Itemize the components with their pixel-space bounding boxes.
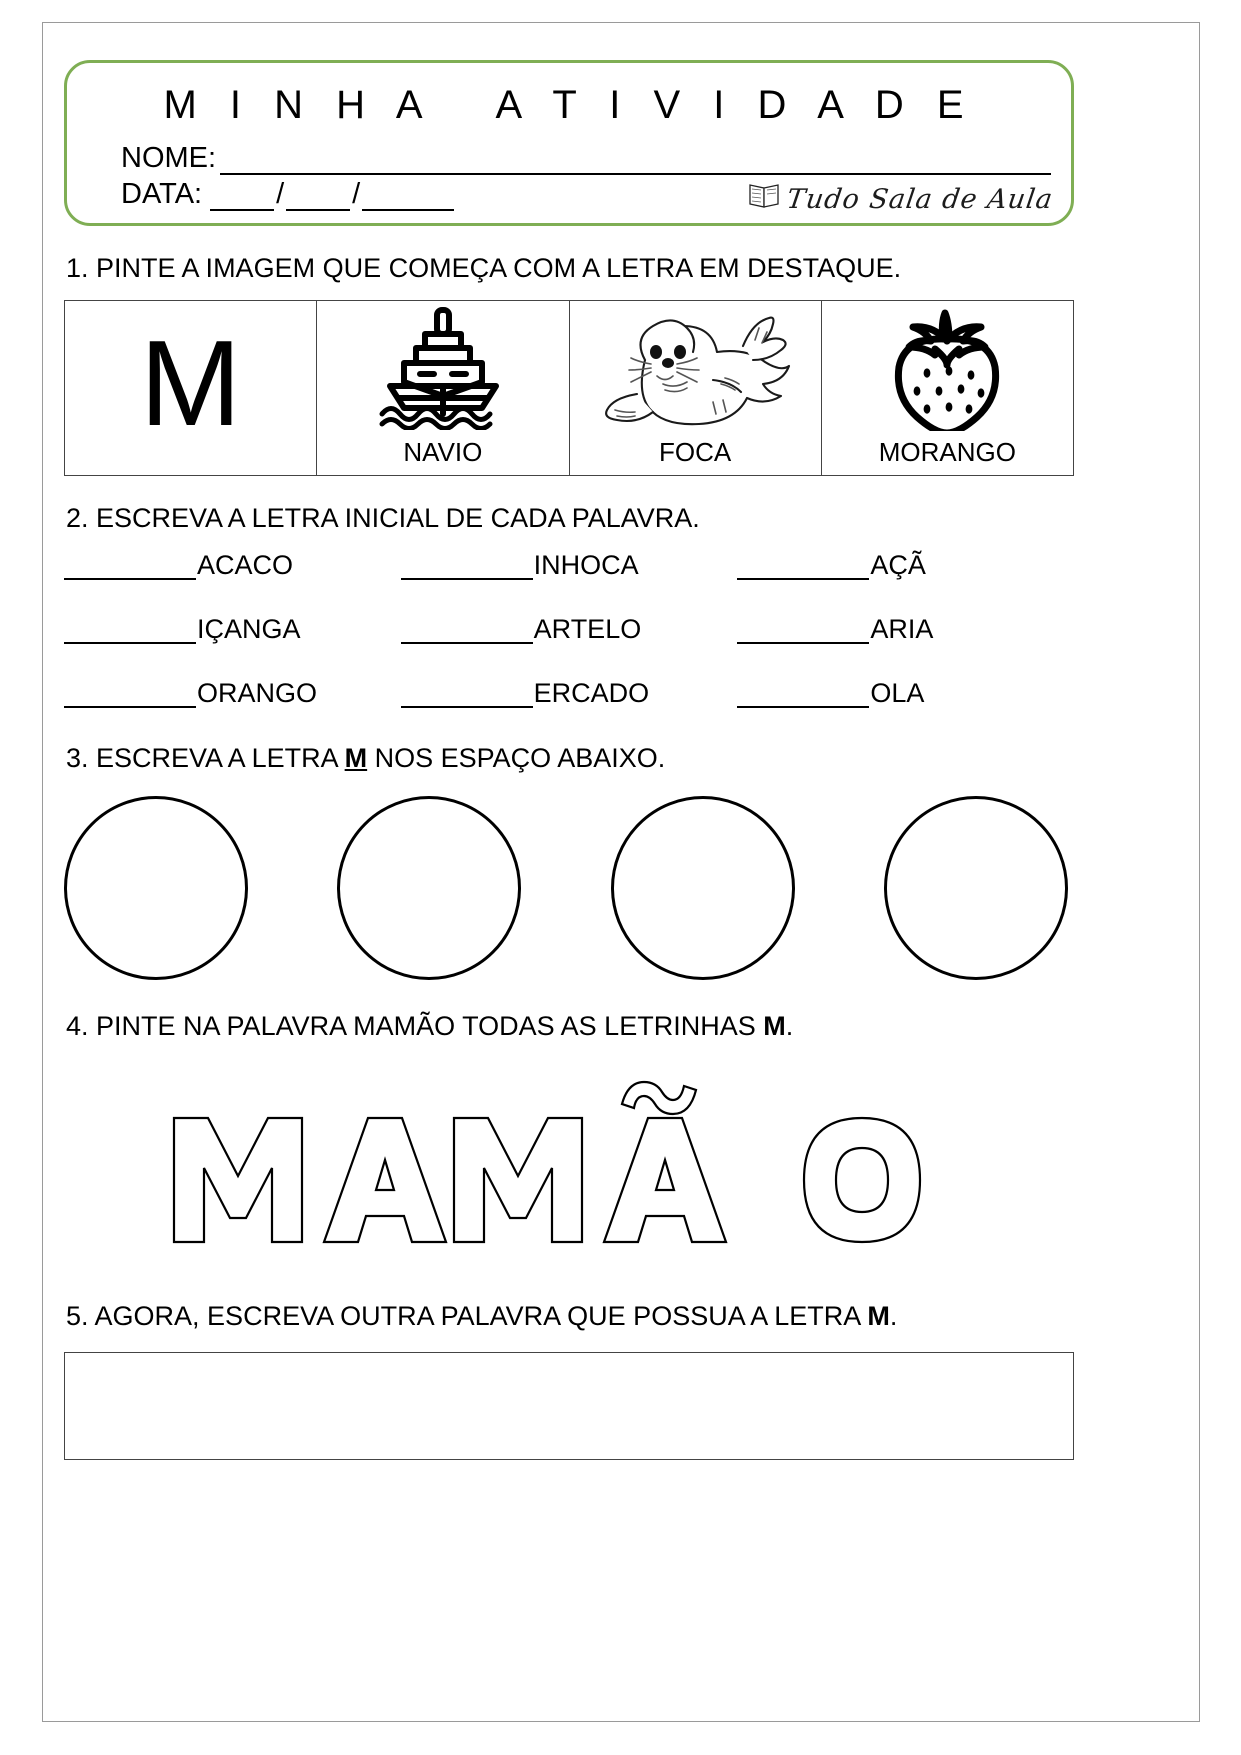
word-blank-input[interactable] — [737, 620, 869, 644]
question-3-prefix: 3. ESCREVA A LETRA — [66, 743, 345, 773]
question-4-suffix: . — [785, 1011, 794, 1041]
highlight-letter: M — [139, 315, 242, 451]
word-text: INHOCA — [533, 550, 639, 580]
word-blank-input[interactable] — [401, 556, 533, 580]
question-1-text: 1. PINTE A IMAGEM QUE COMEÇA COM A LETRA EM DESTAQUE. — [66, 253, 902, 283]
word-blank-input[interactable] — [401, 684, 533, 708]
picture-cell-letter[interactable] — [65, 301, 316, 475]
word-exercise-grid — [64, 550, 1074, 708]
answer-circle[interactable] — [884, 796, 1068, 980]
word-item — [401, 550, 738, 580]
date-separator-2: / — [352, 178, 361, 210]
header-box — [64, 60, 1074, 226]
brand-logo — [747, 180, 1056, 215]
word-item — [64, 550, 401, 580]
question-4-prefix: 4. PINTE NA PALAVRA MAMÃO TODAS AS LETRINHAS — [66, 1011, 764, 1041]
word-item — [64, 678, 401, 708]
name-field-row — [121, 141, 1051, 175]
name-label: NOME: — [121, 142, 217, 174]
question-3-text — [66, 742, 1074, 774]
word-row — [64, 550, 1074, 580]
word-blank-input[interactable] — [737, 684, 869, 708]
question-5-letter: M — [867, 1301, 890, 1331]
word-item — [401, 614, 738, 644]
word-text: ORANGO — [197, 678, 318, 708]
word-row — [64, 678, 1074, 708]
question-3-suffix: NOS ESPAÇO ABAIXO. — [367, 743, 666, 773]
word-text: ERCADO — [533, 678, 650, 708]
date-year-input[interactable] — [362, 187, 454, 211]
circle-row — [64, 796, 1074, 980]
picture-cell-morango[interactable] — [821, 301, 1073, 475]
ship-art — [317, 301, 568, 437]
picture-cell-navio[interactable] — [316, 301, 568, 475]
word-blank-input[interactable] — [64, 556, 196, 580]
outline-word-mamao — [154, 1060, 984, 1260]
page-title: M I N H A A T I V I D A D E — [163, 83, 975, 127]
question-4-text — [66, 1010, 1074, 1042]
date-separator-1: / — [276, 178, 285, 210]
word-item — [737, 678, 1074, 708]
word-blank-input[interactable] — [64, 620, 196, 644]
question-2-text: 2. ESCREVA A LETRA INICIAL DE CADA PALAVRA. — [66, 503, 700, 533]
strawberry-icon — [881, 303, 1013, 436]
picture-label-morango: MORANGO — [878, 437, 1016, 467]
outline-word[interactable] — [64, 1060, 1074, 1260]
question-4-letter: M — [763, 1011, 786, 1041]
picture-label-foca: FOCA — [659, 437, 732, 467]
worksheet-content — [64, 60, 1074, 1460]
picture-table — [64, 300, 1074, 476]
name-input-line[interactable] — [220, 151, 1051, 175]
word-text: AÇÃ — [870, 550, 926, 580]
word-text: IÇANGA — [197, 614, 301, 644]
word-blank-input[interactable] — [401, 620, 533, 644]
question-5-prefix: 5. AGORA, ESCREVA OUTRA PALAVRA QUE POSSUA A LETRA — [66, 1301, 868, 1331]
word-item — [401, 678, 738, 708]
word-text: OLA — [870, 678, 925, 708]
brand-name: Tudo Sala de Aula — [784, 184, 1056, 215]
word-text: ARIA — [870, 614, 934, 644]
question-5-text — [66, 1300, 1074, 1332]
word-blank-input[interactable] — [737, 556, 869, 580]
date-day-input[interactable] — [210, 187, 274, 211]
picture-cell-foca[interactable] — [569, 301, 821, 475]
word-text: ARTELO — [533, 614, 642, 644]
word-text: ACACO — [197, 550, 294, 580]
date-month-input[interactable] — [286, 187, 350, 211]
word-blank-input[interactable] — [64, 684, 196, 708]
question-5-suffix: . — [889, 1301, 898, 1331]
strawberry-art — [822, 301, 1073, 437]
word-item — [737, 614, 1074, 644]
answer-circle[interactable] — [337, 796, 521, 980]
picture-label-navio: NAVIO — [403, 437, 483, 467]
date-label: DATA: — [121, 178, 203, 210]
word-item — [64, 614, 401, 644]
word-item — [737, 550, 1074, 580]
answer-circle[interactable] — [64, 796, 248, 980]
letter-m-art — [65, 301, 316, 471]
ship-icon — [368, 304, 518, 435]
question-3-letter: M — [344, 743, 368, 773]
seal-art — [570, 301, 821, 437]
word-row — [64, 614, 1074, 644]
open-book-icon — [747, 180, 781, 215]
seal-icon — [593, 306, 798, 433]
answer-circle[interactable] — [611, 796, 795, 980]
answer-box[interactable] — [64, 1352, 1074, 1460]
